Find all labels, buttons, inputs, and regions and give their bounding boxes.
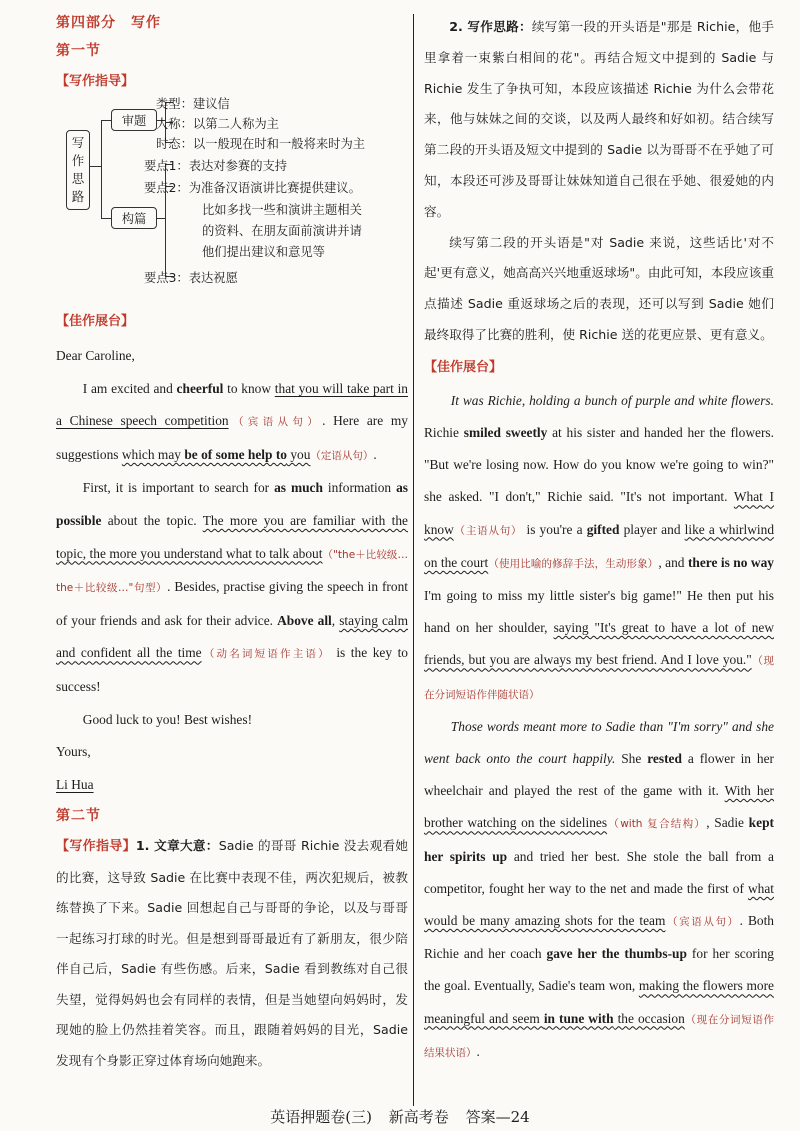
connector	[101, 120, 102, 218]
part-title: 第四部分 写作	[56, 15, 161, 31]
highlight: there is no way	[687, 554, 774, 570]
text: is you're a	[522, 521, 587, 537]
annotation: （现在分词短语作结果状语）	[424, 1013, 774, 1059]
text: I am excited and	[82, 380, 177, 396]
text: at his sister and handed her the flowers. "But we're losing now. How do you know we're going to win?" she asked. "I don't," Richie said. "It's not important.	[424, 424, 774, 505]
writing-guide-label: 【写作指导】	[56, 74, 135, 89]
text: Richie	[424, 424, 464, 440]
underlined-phrase: you	[286, 446, 311, 462]
highlight: as much	[274, 480, 323, 496]
highlight: Above all	[277, 612, 332, 628]
signature-name: Li Hua	[56, 776, 94, 792]
text: , Sadie	[706, 815, 749, 831]
section2-summary	[56, 831, 408, 1076]
letter-paragraph-2	[56, 472, 408, 703]
highlight: kept her spirits up	[424, 815, 774, 864]
underlined-phrase: saying "It's great to have a lot of new friends, but you are always my best friend. And I love you."	[424, 620, 774, 668]
summary-heading: 1. 文章大意：	[135, 838, 219, 854]
underlined-phrase: What I know	[424, 489, 774, 537]
mindmap-item: 要点2：为准备汉语演讲比赛提供建议。	[144, 181, 361, 195]
text: I'm going to miss my little sister's big game!" He then put his hand on her shoulder,	[424, 587, 774, 636]
underlined-phrase: the occasion	[613, 1010, 685, 1026]
page-footer	[0, 1106, 800, 1127]
mindmap-item: 他们提出建议和意见等	[202, 245, 325, 259]
idea-text: 续写第一段的开头语是"那是 Richie，他手里拿着一束紫白相间的花"。再结合短文中提到的 Sadie 与 Richie 发生了争执可知，本段应该描述 Richie 为什么会带花来，他与妹妹之间的交谈，以及两人最终和好如初。结合续写第二段的开头语及短文中提到的 Sadie 以为哥哥不在乎她了可知，本段还可涉及哥哥让妹妹知道自己很在乎她、很爱她的内容。	[424, 19, 775, 219]
letter-salutation: Dear Caroline,	[56, 348, 135, 363]
connector	[89, 166, 101, 167]
section1-title: 第一节	[56, 43, 101, 59]
highlight: cheerful	[176, 380, 224, 396]
mindmap-branch-2: 构篇	[111, 207, 157, 229]
mindmap-item: 人称：以第二人称为主	[156, 117, 279, 131]
footer-exam-title: 英语押题卷(三)	[270, 1108, 373, 1126]
annotation: （"the＋比较级… the＋比较级…"句型）	[56, 548, 409, 595]
mindmap-item: 时态：以一般现在时和一般将来时为主	[156, 137, 366, 151]
highlight: gave her the thumbs-up	[546, 946, 687, 962]
mindmap-item: 要点1：表达对参赛的支持	[144, 159, 288, 173]
highlight: in tune with	[543, 1010, 614, 1026]
text: . Both Richie and her coach	[424, 913, 774, 962]
sample-continuation	[424, 385, 774, 1069]
text: She	[615, 751, 648, 766]
underlined-phrase: The more you are familiar with the topic, the more you understand what to talk about	[56, 512, 408, 561]
letter-closing: Yours,	[56, 744, 91, 760]
annotation: （现在分词短语作伴随状语）	[424, 655, 774, 701]
annotation: （宾语从句）	[665, 916, 740, 929]
mind-map	[56, 94, 408, 310]
letter-paragraph-3: Good luck to you! Best wishes!	[82, 711, 253, 727]
underlined-phrase: With her brother watching on the sidelines	[424, 783, 775, 831]
right-column	[424, 12, 774, 1069]
annotation: （with 复合结构）	[607, 818, 707, 831]
mindmap-item: 类型：建议信	[156, 97, 230, 111]
given-opening: Those words meant more to Sadie than "I'm sorry" and she went back onto the court happily.	[424, 718, 774, 766]
showcase-label: 【佳作展台】	[424, 359, 503, 375]
annotation: （使用比喻的修辞手法，生动形象）	[488, 557, 659, 570]
text: .	[373, 446, 377, 462]
text: to know	[223, 380, 275, 396]
sample-letter	[56, 340, 408, 801]
left-column	[56, 12, 408, 1076]
text: , and	[658, 554, 688, 570]
underlined-phrase: what would be many amazing shots for the team	[424, 880, 774, 929]
text: about the topic.	[101, 512, 203, 528]
highlight: be of some help to	[184, 446, 287, 462]
annotation: （动名词短语作主语）	[201, 648, 331, 661]
writing-guide-label: 【写作指导】	[56, 839, 136, 855]
text: is the key to success!	[56, 645, 408, 694]
underlined-phrase: that you will take part in a Chinese speech competition	[56, 380, 408, 429]
footer-page-number: 答案—24	[465, 1108, 530, 1126]
highlight: gifted	[586, 521, 620, 537]
summary-text: Sadie 的哥哥 Richie 没去观看她的比赛，这导致 Sadie 在比赛中表现不佳，两次犯规后，被教练替换了下来。Sadie 回想起自己与哥哥的争论，以及与哥哥一起练习打球的时光。但是想到哥哥最近有了新朋友，很少陪伴自己后，Sadie 有些伤感。后来，Sadie 看到教练对自己很失望，觉得妈妈也会有同样的表情，但是当她望向妈妈时，发现她的脸上仍然挂着笑容。而且，跟随着妈妈的目光，Sadie 发现有个身影正穿过体育场向她跑来。	[56, 838, 408, 1068]
showcase-label: 【佳作展台】	[56, 314, 135, 329]
continuation-paragraph-2	[424, 711, 774, 1069]
text: . Besides, practise giving the speech in front of your friends and ask for their advice.	[56, 579, 408, 628]
highlight: rested	[647, 751, 682, 766]
text: First, it is important to search for	[82, 480, 275, 496]
footer-exam-type: 新高考卷	[388, 1108, 449, 1126]
connector	[101, 120, 111, 121]
section2-title: 第二节	[56, 808, 101, 825]
continuation-paragraph-1	[424, 385, 774, 711]
underlined-phrase: staying calm and confident all the time	[56, 612, 408, 661]
mindmap-branch-1: 审题	[111, 109, 157, 131]
mindmap-root	[66, 130, 90, 210]
mindmap-item: 要点3：表达祝愿	[144, 271, 238, 285]
annotation: （定语从句）	[310, 449, 374, 462]
writing-idea-paragraph-2: 续写第二段的开头语是"对 Sadie 来说，这些话比'对不起'更有意义，她高高兴兴地重返球场"。由此可知，本段应该重点描述 Sadie 重返球场之后的表现，还可以写到 Sadie 她们最终取得了比赛的胜利，使 Richie 送的花更应景、更有意义。	[424, 234, 774, 342]
underlined-phrase: which may	[121, 446, 185, 462]
letter-signature	[56, 769, 408, 802]
writing-idea-paragraph-1	[424, 12, 774, 228]
mindmap-item: 比如多找一些和演讲主题相关	[202, 203, 362, 217]
given-opening: It was Richie, holding a bunch of purple and white flowers.	[450, 392, 774, 408]
underlined-phrase: like a whirlwind on the court	[424, 521, 775, 570]
highlight: smiled sweetly	[463, 424, 548, 440]
annotation: （主语从句）	[453, 524, 523, 537]
connector	[157, 218, 165, 219]
text: . Here are my suggestions	[56, 413, 409, 462]
text: information	[322, 480, 397, 496]
mindmap-item: 的资料、在朋友面前演讲并请	[202, 224, 362, 238]
column-divider	[413, 14, 414, 1106]
text: ,	[331, 612, 340, 628]
text: and tried her best. She stole the ball from a competitor, fought her way to the net and made the first of	[424, 848, 774, 896]
annotation: （宾语从句）	[228, 416, 323, 429]
text: player and	[619, 521, 685, 537]
connector	[101, 218, 111, 219]
letter-paragraph-1	[56, 373, 408, 473]
text: a flower in her wheelchair and played the rest of the game with it.	[424, 751, 774, 799]
idea-heading: 2. 写作思路：	[449, 19, 532, 34]
text: .	[476, 1043, 480, 1059]
highlight: as possible	[56, 480, 408, 528]
mindmap-root-label: 写作思路	[71, 135, 85, 204]
underlined-phrase: making the flowers more meaningful and seem	[424, 978, 775, 1026]
text: for her scoring the goal. Eventually, Sadie's team won,	[424, 946, 774, 994]
